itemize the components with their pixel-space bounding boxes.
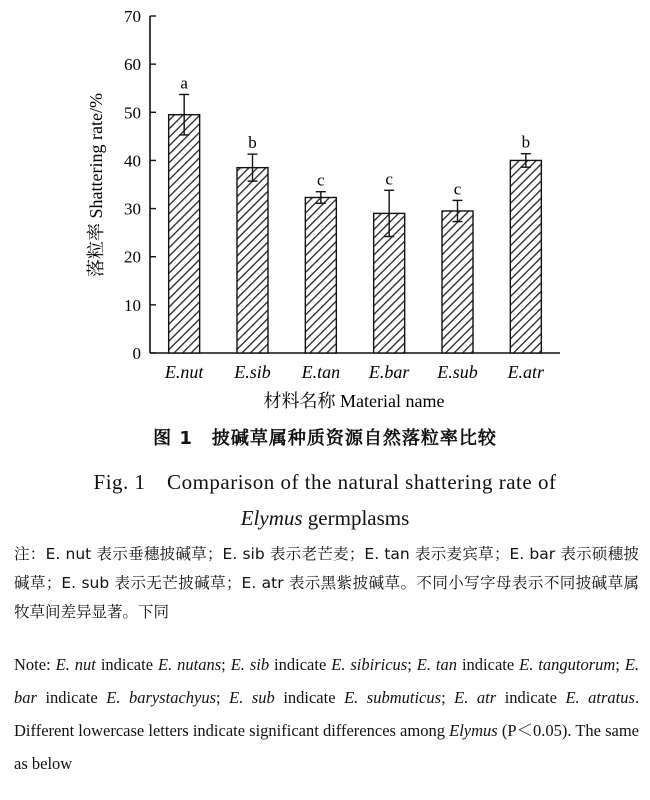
caption-line2-rest: germplasms (307, 506, 410, 530)
y-tick-label: 10 (124, 295, 141, 315)
indicate-word: indicate (100, 655, 154, 674)
species-submuticus: E. submuticus (344, 688, 442, 707)
indicate-word: indicate (461, 655, 515, 674)
significance-letter: c (453, 179, 462, 199)
note-english: Note: E. nut indicate E. nutans; E. sib indicate E. sibiricus; E. tan indicate E. tangutorum; E. bar indicate E. barystachyus; E. sub indicate E. submuticus; E. atr indicate E. atratus. Different lowercase letters indicate significant differences among Elymus (P＜0.05). The same as below (14, 655, 640, 773)
abbr-nut: E. nut (55, 655, 96, 674)
significance-letter: c (317, 170, 325, 190)
abbr-sib: E. sib (230, 655, 270, 674)
abbr-atr: E. atr (454, 688, 497, 707)
abbr-bar: E. bar (14, 655, 640, 707)
x-tick-label: E.tan (301, 362, 341, 382)
x-tick-label: E.sub (437, 362, 478, 382)
caption-genus: Elymus (240, 506, 303, 530)
note-genus: Elymus (449, 721, 498, 740)
x-axis-label: 材料名称 Material name (263, 391, 445, 411)
significance-letter: a (180, 73, 188, 93)
y-tick-label: 30 (124, 199, 141, 219)
chart-bars (164, 73, 545, 382)
y-tick-label: 60 (124, 55, 141, 75)
figure-caption-english-line2 (0, 506, 650, 531)
abbr-tan: E. tan (416, 655, 457, 674)
species-barystachyus: E. barystachyus (106, 688, 217, 707)
note-tail: Different lowercase letters indicate significant differences among (14, 721, 445, 740)
abbr-sub: E. sub (229, 688, 275, 707)
indicate-word: indicate (45, 688, 98, 707)
x-tick-label: E.bar (368, 362, 410, 382)
significance-letter: b (521, 132, 531, 152)
species-atratus: E. atratus (565, 688, 635, 707)
y-axis-label: 落粒率 Shattering rate/% (86, 93, 106, 277)
bar (237, 168, 268, 353)
note-chinese: 注：E. nut 表示垂穗披碱草；E. sib 表示老芒麦；E. tan 表示麦宾草；E. bar 表示硕穗披碱草；E. sub 表示无芒披碱草；E. atr 表示黑紫披碱草。不同小写字母表示不同披碱草属牧草间差异显著。下同 (14, 545, 639, 621)
bar (169, 115, 200, 353)
indicate-word: indicate (283, 688, 336, 707)
figure-caption-chinese: 图 1 披碱草属种质资源自然落粒率比较 (153, 428, 497, 449)
note-prefix: Note: (14, 655, 51, 674)
y-tick-label: 70 (124, 7, 141, 26)
indicate-word: indicate (274, 655, 327, 674)
species-tangutorum: E. tangutorum (519, 655, 616, 674)
y-tick-label: 40 (124, 151, 141, 171)
x-tick-label: E.sib (234, 362, 271, 382)
y-tick-label: 20 (124, 247, 141, 267)
bar (442, 211, 473, 353)
y-tick-label: 50 (124, 103, 141, 123)
figure-caption-english-line1: Fig. 1 Comparison of the natural shattering rate of (93, 470, 557, 494)
bar (305, 197, 336, 353)
significance-letter: c (385, 169, 393, 189)
species-sibiricus: E. sibiricus (331, 655, 408, 674)
species-nutans: E. nutans (158, 655, 222, 674)
y-tick-label: 0 (132, 344, 141, 363)
bar (510, 160, 541, 353)
significance-letter: b (248, 133, 257, 153)
indicate-word: indicate (504, 688, 557, 707)
note-significance: (P＜0.05). The same as below (14, 721, 640, 773)
x-tick-label: E.nut (164, 362, 204, 382)
x-tick-label: E.atr (507, 362, 545, 382)
